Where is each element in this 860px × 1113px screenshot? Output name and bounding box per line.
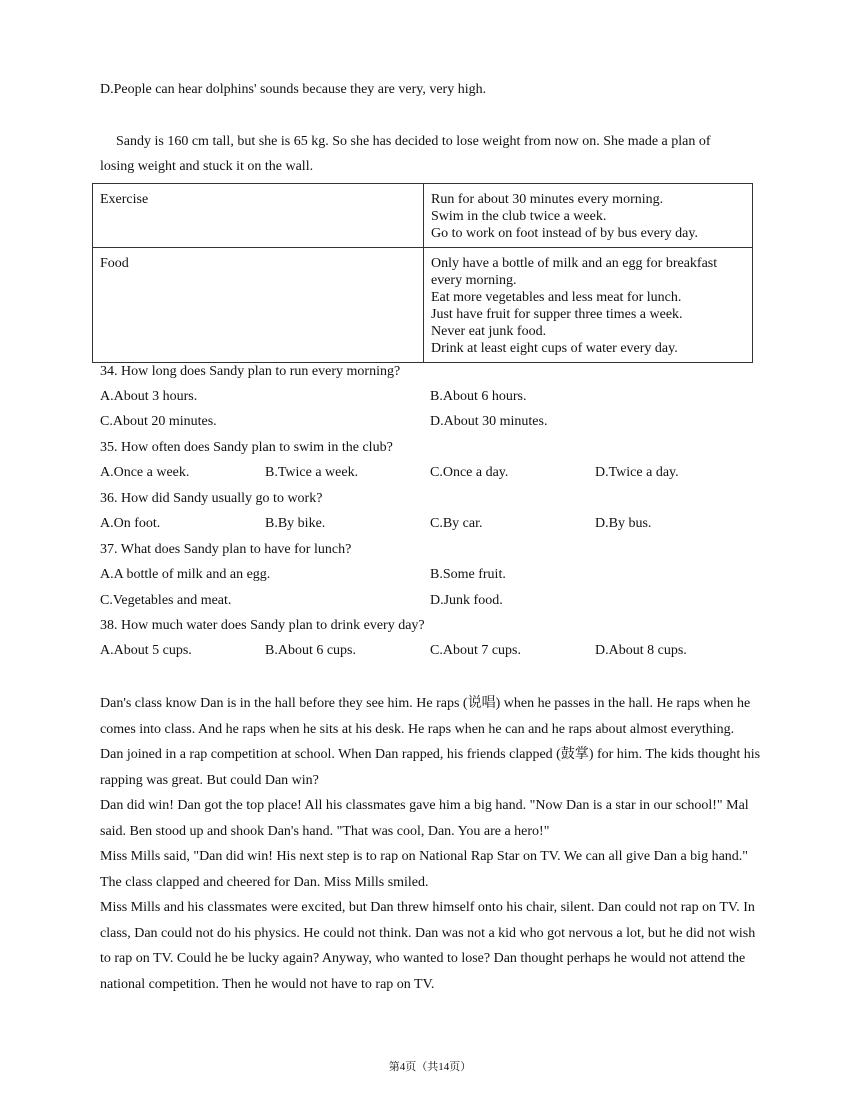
question-38-stem: 38. How much water does Sandy plan to drink every day? <box>100 618 425 633</box>
passage-paragraph: Dan's class know Dan is in the hall before they see him. He raps (说唱) when he passes in the hall. He raps when he comes into class. And he raps when he sits at his desk. He raps when he can and he raps about almost everything. <box>100 696 751 737</box>
plan-item: Swim in the club twice a week. <box>431 209 607 224</box>
reading-passage <box>100 691 765 997</box>
plan-items <box>424 184 753 248</box>
question-38-option-b: B.About 6 cups. <box>265 643 356 658</box>
plan-category: Exercise <box>93 184 424 248</box>
question-34-stem: 34. How long does Sandy plan to run every morning? <box>100 364 401 379</box>
question-36-option-b: B.By bike. <box>265 516 326 531</box>
weight-loss-plan-table <box>92 183 753 363</box>
plan-items <box>424 248 753 363</box>
plan-item: every morning. <box>431 273 517 288</box>
question-36-option-d: D.By bus. <box>595 516 652 531</box>
question-37-option-c: C.Vegetables and meat. <box>100 593 232 608</box>
intro-line-1: Sandy is 160 cm tall, but she is 65 kg. So she has decided to lose weight from now on. She made a plan of <box>116 134 711 149</box>
plan-item: Go to work on foot instead of by bus every day. <box>431 226 698 241</box>
question-38-option-c: C.About 7 cups. <box>430 643 521 658</box>
question-37-stem: 37. What does Sandy plan to have for lunch? <box>100 542 352 557</box>
question-36-option-a: A.On foot. <box>100 516 161 531</box>
question-38-option-a: A.About 5 cups. <box>100 643 192 658</box>
question-34-option-a: A.About 3 hours. <box>100 389 198 404</box>
question-34-option-c: C.About 20 minutes. <box>100 414 217 429</box>
question-37-option-b: B.Some fruit. <box>430 567 506 582</box>
plan-item: Eat more vegetables and less meat for lunch. <box>431 290 682 305</box>
plan-item: Drink at least eight cups of water every day. <box>431 341 678 356</box>
passage-paragraph: Miss Mills said, "Dan did win! His next step is to rap on National Rap Star on TV. We can all give Dan a big hand." The class clapped and cheered for Dan. Miss Mills smiled. <box>100 849 748 890</box>
passage-paragraph: Miss Mills and his classmates were excited, but Dan threw himself onto his chair, silent. Dan could not rap on TV. In class, Dan could not do his physics. He could not think. Dan was not a kid who got nervous a lot, but he did not wish to rap on TV. Could he be lucky again? Anyway, who wanted to lose? Dan thought perhaps he would not attend the national competition. Then he would not have to rap on TV. <box>100 900 756 992</box>
question-35-option-a: A.Once a week. <box>100 465 190 480</box>
page-number-footer: 第4页（共14页） <box>388 1061 472 1073</box>
question-37-option-d: D.Junk food. <box>430 593 503 608</box>
plan-row-exercise <box>93 184 753 248</box>
question-37-option-a: A.A bottle of milk and an egg. <box>100 567 271 582</box>
plan-item: Run for about 30 minutes every morning. <box>431 192 664 207</box>
plan-item: Only have a bottle of milk and an egg for breakfast <box>431 256 718 271</box>
plan-item: Just have fruit for supper three times a week. <box>431 307 683 322</box>
passage-paragraph: Dan did win! Dan got the top place! All his classmates gave him a big hand. "Now Dan is a star in our school!" Mal said. Ben stood up and shook Dan's hand. "That was cool, Dan. You are a hero!" <box>100 798 749 839</box>
previous-question-option-d: D.People can hear dolphins' sounds because they are very, very high. <box>100 82 487 97</box>
question-38-option-d: D.About 8 cups. <box>595 643 687 658</box>
question-34-option-b: B.About 6 hours. <box>430 389 527 404</box>
plan-category: Food <box>93 248 424 363</box>
passage-paragraph: Dan joined in a rap competition at school. When Dan rapped, his friends clapped (鼓掌) for him. The kids thought his rapping was great. But could Dan win? <box>100 747 761 788</box>
plan-row-food <box>93 248 753 363</box>
question-34-option-d: D.About 30 minutes. <box>430 414 548 429</box>
plan-item: Never eat junk food. <box>431 324 547 339</box>
question-35-option-b: B.Twice a week. <box>265 465 359 480</box>
question-36-option-c: C.By car. <box>430 516 483 531</box>
question-35-option-d: D.Twice a day. <box>595 465 679 480</box>
intro-line-2: losing weight and stuck it on the wall. <box>100 159 314 174</box>
question-36-stem: 36. How did Sandy usually go to work? <box>100 491 323 506</box>
question-35-stem: 35. How often does Sandy plan to swim in the club? <box>100 440 393 455</box>
question-35-option-c: C.Once a day. <box>430 465 509 480</box>
